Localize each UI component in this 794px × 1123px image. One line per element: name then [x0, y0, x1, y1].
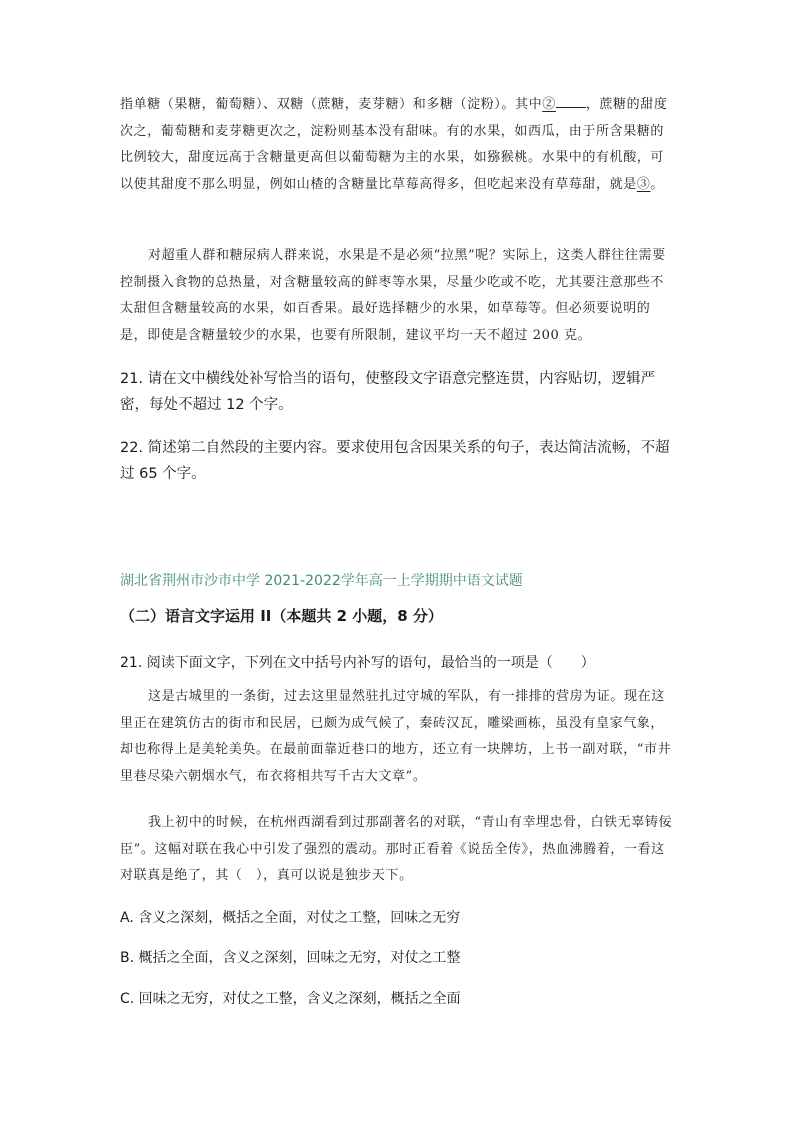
- question-21-reading: 21. 阅读下面文字，下列在文中括号内补写的语句，最恰当的一项是（ ）: [120, 655, 595, 671]
- blank-marker-3: ③: [636, 176, 651, 192]
- blank-2: [542, 97, 586, 112]
- passage-text: 对超重人群和糖尿病人群来说，水果是不是必须“拉黑”呢？实际上，这类人群往往需要控制摄入食物的总热量，对含糖量较高的鲜枣等水果，尽量少吃或不吃，尤其要注意那些不太甜但含糖量较高的水果，如百香果。最好选择糖少的水果，如草莓等。但必须要说明的是，即使是含糖量较少的水果，也要有所限制，建议平均一天不超过 200 克。: [120, 248, 666, 343]
- passage-text: 。: [650, 176, 665, 192]
- passage-text: ，蔗糖的甜度次之，葡萄糖和麦芽糖更次之，淀粉则基本没有甜味。有的水果，如西瓜，由于所含果糖的比例较大，甜度远高于含糖量更高但以葡萄糖为主的水果，如猕猴桃。水果中的有机酸，可以使其甜度不那么明显，例如山楂的含糖量比草莓高得多，但吃起来没有草莓甜，就是: [120, 97, 668, 192]
- question-22: 22. 简述第二自然段的主要内容。要求使用包含因果关系的句子，表达简洁流畅，不超过 65 个字。: [120, 440, 670, 482]
- passage-paragraph-1: [120, 92, 676, 198]
- passage-text: 我上初中的时候，在杭州西湖看到过那副著名的对联，“青山有幸埋忠骨，白铁无辜铸佞臣”。这幅对联在我心中引发了强烈的震动。那时正看着《说岳全传》，热血沸腾着，一看这对联真是绝了，其（ ），真可以说是独步天下。: [120, 815, 673, 883]
- passage-paragraph-2: [120, 243, 676, 349]
- blank-marker-2: ②: [542, 97, 556, 112]
- passage-paragraph-3: [120, 684, 676, 790]
- option-b[interactable]: B. 概括之全面，含义之深刻，回味之无穷，对仗之工整: [120, 950, 461, 966]
- source-title: 湖北省荆州市沙市中学 2021-2022学年高一上学期期中语文试题: [120, 573, 523, 589]
- section-title: （二）语言文字运用 II（本题共 2 小题，8 分）: [120, 607, 443, 625]
- blank-line: [556, 93, 586, 108]
- passage-paragraph-4: [120, 810, 676, 890]
- passage-text: 指单糖（果糖，葡萄糖）、双糖（蔗糖，麦芽糖）和多糖（淀粉）。其中: [120, 97, 543, 112]
- passage-text: 这是古城里的一条街，过去这里显然驻扎过守城的军队，有一排排的营房为证。现在这里正在建筑仿古的街市和民居，已颇为成气候了，秦砖汉瓦，雕梁画栋，虽没有皇家气象，却也称得上是美轮美奂。在最前面靠近巷口的地方，还立有一块牌坊，上书一副对联，“市井里巷尽染六朝烟水气，布衣将相共写千古大文章”。: [120, 689, 672, 784]
- option-c[interactable]: C. 回味之无穷，对仗之工整，含义之深刻，概括之全面: [120, 991, 461, 1007]
- question-21: 21. 请在文中横线处补写恰当的语句，使整段文字语意完整连贯，内容贴切，逻辑严密，每处不超过 12 个字。: [120, 371, 656, 413]
- option-a[interactable]: A. 含义之深刻，概括之全面，对仗之工整，回味之无穷: [120, 910, 461, 926]
